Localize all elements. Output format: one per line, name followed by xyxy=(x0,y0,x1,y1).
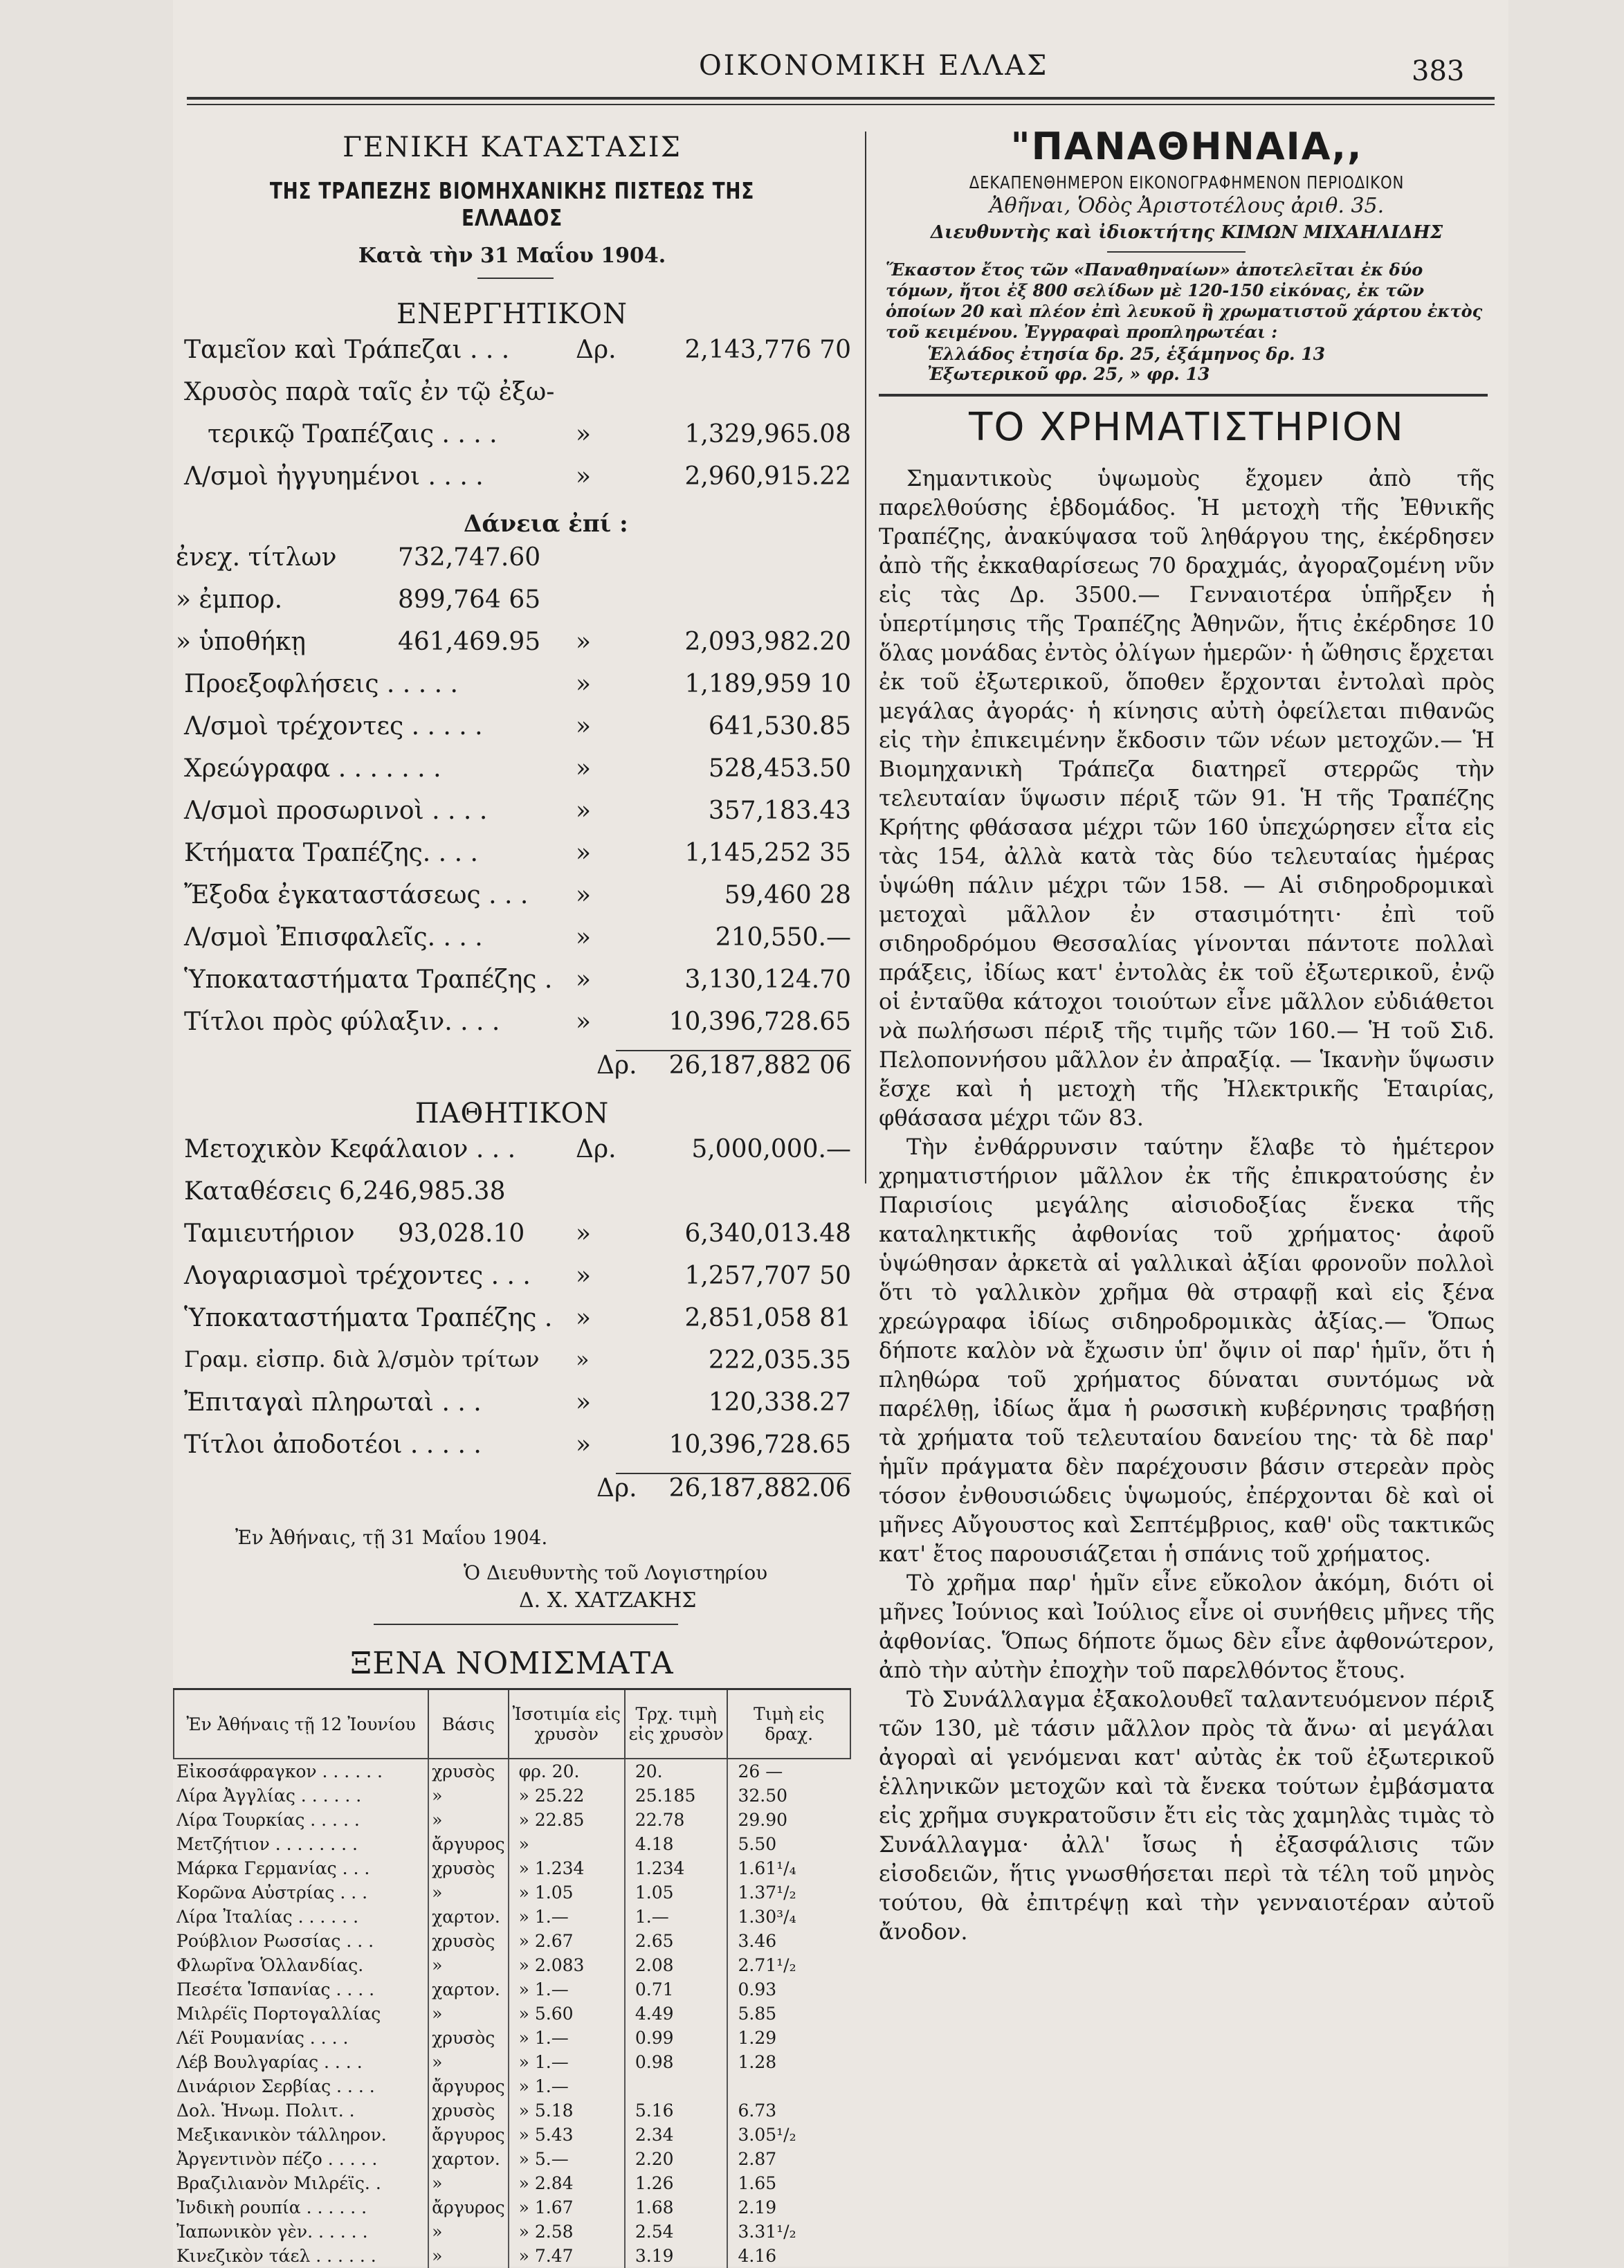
fx-cell: » 25.22 xyxy=(509,1784,625,1808)
fx-cell: 1.61¹/₄ xyxy=(727,1856,850,1880)
fx-cell: 0.99 xyxy=(625,2026,728,2050)
page-number: 383 xyxy=(1412,55,1465,87)
fx-cell: » 1.— xyxy=(509,2026,625,2050)
fx-cell: Πεσέτα Ἱσπανίας . . . . xyxy=(176,1979,375,1999)
fx-cell: 2.08 xyxy=(625,1953,728,1977)
ad-address: Ἀθῆναι, Ὁδὸς Ἀριστοτέλους ἀριθ. 35. xyxy=(989,194,1385,218)
asset-row: Ἔξοδα ἐγκαταστάσεως . . . » 59,460 28 xyxy=(184,881,851,909)
fx-cell: 1.30³/₄ xyxy=(727,1905,850,1929)
fx-cell: Λέβ Βουλγαρίας . . . . xyxy=(176,2052,363,2072)
fx-row xyxy=(174,1880,850,1905)
fx-cell: Βραζιλιανὸν Μιλρέϊς. . xyxy=(176,2173,381,2193)
fx-cell: » 1.— xyxy=(509,1905,625,1929)
column-divider xyxy=(865,131,866,1183)
liability-row: Ἐπιταγαὶ πληρωταὶ . . . » 120,338.27 xyxy=(184,1388,851,1417)
fx-cell: » 7.47 xyxy=(509,2244,625,2268)
loan-row: » ὑποθήκῃ 461,469.95 » 2,093,982.20 xyxy=(176,628,851,656)
asset-row: Χρυσὸς παρὰ ταῖς ἐν τῷ ἐξω- xyxy=(184,378,555,406)
fx-cell: » xyxy=(428,1808,508,1832)
fx-row xyxy=(174,2074,850,2098)
fx-cell: χαρτον. xyxy=(428,2147,508,2171)
liability-row: Καταθέσεις 6,246,985.38 xyxy=(184,1177,506,1206)
fx-cell: 0.98 xyxy=(625,2050,728,2074)
ad-price-greece: Ἑλλάδος ἐτησία δρ. 25, ἑξάμηνος δρ. 13 xyxy=(927,344,1326,364)
fx-cell: 1.— xyxy=(625,1905,728,1929)
asset-row: Λ/σμοὶ ἠγγυημένοι . . . . » 2,960,915.22 xyxy=(184,462,851,491)
fx-cell: Λίρα Ἀγγλίας . . . . . . xyxy=(176,1786,362,1806)
fx-cell: » 2.58 xyxy=(509,2220,625,2244)
asset-row: Ὑποκαταστήματα Τραπέζης . » 3,130,124.70 xyxy=(184,965,851,994)
fx-cell: Δινάριον Σερβίας . . . . xyxy=(176,2076,375,2096)
article-paragraph: Σημαντικοὺς ὑψωμοὺς ἔχομεν ἀπὸ τῆς παρελθούσης ἑβδομάδος. Ἡ μετοχὴ τῆς Ἐθνικῆς Τραπέζης, ἀνακύψασα τοῦ ληθάργου της, ἐκέρδησεν ἀπὸ τῆς ἐκκαθαρίσεως 70 δραχμάς, ἀγοραζομένη νῦν εἰς τὰς Δρ. 3500.— Γενναιοτέρα ὑπῆρξεν ἡ ὑπερτίμησις τῆς Τραπέζης Ἀθηνῶν, ἥτις ἐκέρδησε 10 ὅλας μονάδας ἐντὸς ὀλίγων ἡμερῶν· ἡ ὤθησις ἔρχεται ἐκ τοῦ ἐξωτερικοῦ, ὅποθεν ἔρχονται ἐντολαὶ πρὸς μεγάλας ἀγοράς· ἡ κίνησις αὐτὴ ὀφείλεται πιθανῶς εἰς τὴν ἐπικειμένην ἔκδοσιν τῶν νέων μετοχῶν.— Ἡ Βιομηχανικὴ Τράπεζα διατηρεῖ στερρῶς τὴν τελευταίαν ὕψωσιν πέριξ τῶν 91. Ἡ τῆς Τραπέζης Κρήτης φθάσασα μέχρι τῶν 160 ὑπεχώρησεν εἶτα εἰς τὰς 154, ἀλλὰ κατὰ τὰς δύο τελευταίας ἡμέρας ὑψώθη πάλιν μέχρι τῶν 158. — Αἱ σιδηροδρομικαὶ μετοχαὶ μᾶλλον ἐν στασιμότητι· ἐπὶ τοῦ σιδηροδρόμου Θεσσαλίας γίνονται πάντοτε πολλαὶ πράξεις, ἰδίως κατ' ἐντολὰς ἐκ τοῦ ἐξωτερικοῦ, ἐνῷ οἱ ἐνταῦθα κάτοχοι τοιούτων εἶνε μᾶλλον εὐδιάθετοι νὰ πωλήσωσι πέριξ τῆς τιμῆς τῶν 160.— Ἡ τοῦ Σιδ. Πελοποννήσου μᾶλλον ἐν ἀπραξίᾳ. — Ἱκανὴν ὕψωσιν ἔσχε καὶ ἡ μετοχὴ τῆς Ἠλεκτρικῆς Ἑταιρίας, φθάσασα μέχρι τῶν 83. xyxy=(879,465,1495,1131)
fx-cell: 5.85 xyxy=(727,2002,850,2026)
header-rule-thin xyxy=(187,104,1495,105)
fx-cell: » 5.18 xyxy=(509,2098,625,2123)
fx-cell: » 1.— xyxy=(509,2050,625,2074)
liability-row: Ταμιευτήριον 93,028.10 » 6,340,013.48 xyxy=(184,1219,851,1248)
fx-cell: 1.05 xyxy=(625,1880,728,1905)
fx-row xyxy=(174,1832,850,1856)
fx-cell: 1.26 xyxy=(625,2171,728,2195)
fx-cell: χρυσὸς xyxy=(428,1929,508,1953)
fx-row xyxy=(174,1784,850,1808)
fx-row xyxy=(174,2050,850,2074)
bank-name: ΤΗΣ ΤΡΑΠΕΖΗΣ ΒΙΟΜΗΧΑΝΙΚΗΣ ΠΙΣΤΕΩΣ ΤΗΣ ΕΛΛΑΔΟΣ xyxy=(269,177,755,231)
fx-cell: Εἰκοσάφραγκον . . . . . . xyxy=(176,1761,383,1781)
fx-cell: » 5.43 xyxy=(509,2123,625,2147)
ad-price-abroad: Ἐξωτερικοῦ φρ. 25, » φρ. 13 xyxy=(927,364,1210,384)
fx-cell: 2.71¹/₂ xyxy=(727,1953,850,1977)
fx-cell: ἄργυρος xyxy=(428,2195,508,2220)
article-paragraph: Τὸ Συνάλλαγμα ἐξακολουθεῖ ταλαντευόμενον πέριξ τῶν 130, μὲ τάσιν μᾶλλον πρὸς τὰ ἄνω· αἱ μεγάλαι ἀγοραὶ αἱ γενόμεναι κατ' αὐτὰς ἐκ τοῦ ἐξωτερικοῦ ἑλληνικῶν μετοχῶν καὶ τὰ ἔνεκα τούτων ἐμβάσματα εἰς χρῆμα συγκρατοῦσιν ἔτι εἰς τὰς χαμηλὰς τιμὰς τὸ Συνάλλαγμα· ἀλλ' ἴσως ἡ ἐξασφάλισις τῶν εἰσοδειῶν, ἥτις γνωσθήσεται περὶ τὰ τέλη τοῦ μηνὸς τούτου, θὰ ἐπιτρέψῃ καὶ τὴν γενναιοτέραν αὐτοῦ ἄνοδον. xyxy=(879,1686,1495,1945)
fx-row xyxy=(174,1759,850,1784)
right-column xyxy=(879,125,1495,1946)
fx-cell: Κινεζικὸν τάελ . . . . . . xyxy=(176,2246,376,2266)
fx-cell: » xyxy=(428,2244,508,2268)
fx-cell: χρυσὸς xyxy=(428,2098,508,2123)
fx-cell: χαρτον. xyxy=(428,1977,508,2002)
fx-cell: Μιλρέϊς Πορτογαλλίας xyxy=(176,2004,381,2024)
fx-cell: » 2.67 xyxy=(509,1929,625,1953)
exchange-title: ΤΟ ΧΡΗΜΑΤΙΣΤΗΡΙΟΝ xyxy=(969,405,1405,450)
signature-title: Ὁ Διευθυντὴς τοῦ Λογιστηρίου xyxy=(464,1561,768,1584)
fx-cell: 2.87 xyxy=(727,2147,850,2171)
exchange-article xyxy=(879,464,1495,1946)
liability-row: Ὑποκαταστήματα Τραπέζης . » 2,851,058 81 xyxy=(184,1304,851,1332)
fx-cell: Φλωρῖνα Ὁλλανδίας. xyxy=(176,1955,364,1975)
fx-cell: Λίρα Τουρκίας . . . . . xyxy=(176,1810,360,1830)
fx-row xyxy=(174,2220,850,2244)
journal-page xyxy=(173,0,1508,2267)
fx-table xyxy=(173,1688,851,2268)
fx-cell: φρ. 20. xyxy=(509,1759,625,1784)
signature-name: Δ. Χ. ΧΑΤΖΑΚΗΣ xyxy=(519,1588,697,1613)
fx-row xyxy=(174,1808,850,1832)
fx-cell: χρυσὸς xyxy=(428,1759,508,1784)
fx-cell: Ἀργεντινὸν πέζο . . . . . xyxy=(176,2149,378,2169)
asset-row: Κτήματα Τραπέζης. . . . » 1,145,252 35 xyxy=(184,839,851,867)
fx-cell: » 1.— xyxy=(509,2074,625,2098)
fx-cell: 3.05¹/₂ xyxy=(727,2123,850,2147)
balance-title: ΓΕΝΙΚΗ ΚΑΤΑΣΤΑΣΙΣ xyxy=(343,131,682,163)
fx-title: ΞΕΝΑ ΝΟΜΙΣΜΑΤΑ xyxy=(350,1646,674,1681)
ad-subtitle: ΔΕΚΑΠΕΝΘΗΜΕΡΟΝ ΕΙΚΟΝΟΓΡΑΦΗΜΕΝΟΝ ΠΕΡΙΟΔΙΚΟΝ xyxy=(969,172,1405,192)
fx-cell: 3.31¹/₂ xyxy=(727,2220,850,2244)
fx-table-body xyxy=(174,1759,850,2268)
fx-cell: 32.50 xyxy=(727,1784,850,1808)
short-divider xyxy=(477,278,554,279)
fx-cell: » xyxy=(428,2050,508,2074)
asset-row: Λ/σμοὶ τρέχοντες . . . . . » 641,530.85 xyxy=(184,712,851,741)
fx-cell: 2.54 xyxy=(625,2220,728,2244)
fx-cell: » xyxy=(428,2002,508,2026)
fx-cell: » 22.85 xyxy=(509,1808,625,1832)
fx-cell: » 5.— xyxy=(509,2147,625,2171)
fx-cell xyxy=(727,2074,850,2098)
fx-cell: 22.78 xyxy=(625,1808,728,1832)
ad-description: Ἕκαστον ἔτος τῶν «Παναθηναίων» ἀποτελεῖται ἐκ δύο τόμων, ἤτοι ἐξ 800 σελίδων μὲ 120-150 εἰκόνας, ἐκ τῶν ὁποίων 20 καὶ πλέον ἐπὶ λευκοῦ ἢ χρωματιστοῦ χάρτου ἐκτὸς τοῦ κειμένου. Ἐγγραφαὶ προπληρωτέαι : xyxy=(886,260,1483,342)
fx-cell: » 1.05 xyxy=(509,1880,625,1905)
asset-row: Τίτλοι πρὸς φύλαξιν. . . . » 10,396,728.65 xyxy=(184,1008,851,1036)
fx-row xyxy=(174,2123,850,2147)
fx-cell: Λίρα Ἰταλίας . . . . . . xyxy=(176,1907,359,1927)
ad-divider xyxy=(1107,251,1246,253)
fx-divider xyxy=(374,1624,678,1625)
left-column xyxy=(173,131,851,2268)
article-paragraph: Τὴν ἐνθάρρυνσιν ταύτην ἔλαβε τὸ ἡμέτερον χρηματιστήριον μᾶλλον ἐκ τῆς ἐπικρατούσης ἐν Παρισίοις μεγάλης αἰσιοδοξίας ἕνεκα τῆς καταληκτικῆς ἀφθονίας τοῦ χρήματος· ἀφοῦ ὑψώθησαν ἀρκετὰ αἱ γαλλικαὶ ἀξίαι φρονοῦν πολλοὶ ὅτι τὸ γαλλικὸν χρῆμα θὰ στραφῇ καὶ εἰς ξένα χρεώγραφα ἰδίως σιδηροδρομικὰς ἀξίας.— Ὅπως δήποτε καλὸν νὰ ἔχωσιν ὑπ' ὄψιν οἱ παρ' ἡμῖν, ὅτι ἡ πληθώρα τοῦ χρήματος δύναται συντόμως νὰ παρέλθῃ, ἰδίως ἅμα ἡ ρωσσικὴ κυβέρνησις τραβήσῃ τὰ χρήματα τοῦ τελευταίου δανείου της· τὰ δὲ παρ' ἡμῖν πράγματα δὲν παρέχουσιν βάσιν στερεὰν πρὸς τόσον ἐνθουσιώδεις ὑψωμούς, ἐπέρχονται δὲ καὶ οἱ μῆνες Αὔγουστος καὶ Σεπτέμβριος, καθ' οὓς τακτικῶς κατ' ἔτος παρουσιάζεται ἡ σπάνις τοῦ χρήματος. xyxy=(879,1134,1495,1567)
fx-cell: » 1.— xyxy=(509,1977,625,2002)
fx-cell: 1.28 xyxy=(727,2050,850,2074)
fx-cell: » xyxy=(428,1880,508,1905)
fx-cell xyxy=(625,2074,728,2098)
fx-cell: 26 — xyxy=(727,1759,850,1784)
fx-row xyxy=(174,2171,850,2195)
loans-heading: Δάνεια ἐπί : xyxy=(464,510,628,538)
fx-cell: ἄργυρος xyxy=(428,1832,508,1856)
ad-editor: Διευθυντὴς καὶ ἰδιοκτήτης ΚΙΜΩΝ ΜΙΧΑΗΛΙΔΗΣ xyxy=(930,222,1443,243)
fx-cell: 2.65 xyxy=(625,1929,728,1953)
liability-row: Μετοχικὸν Κεφάλαιον . . . Δρ. 5,000,000.— xyxy=(184,1135,851,1163)
running-header-title: ΟΙΚΟΝΟΜΙΚΗ ΕΛΛΑΣ xyxy=(699,50,1049,82)
fx-cell: » xyxy=(428,1953,508,1977)
balance-date: Κατὰ τὴν 31 Μαΐου 1904. xyxy=(358,244,666,268)
fx-row xyxy=(174,1977,850,2002)
fx-header: Ἰσοτιμία εἰς χρυσὸν xyxy=(509,1689,625,1759)
fx-cell: 2.34 xyxy=(625,2123,728,2147)
loan-row: » ἐμπορ. 899,764 65 xyxy=(176,586,541,614)
fx-cell: χαρτον. xyxy=(428,1905,508,1929)
header-rule xyxy=(187,97,1495,100)
fx-cell: Δολ. Ἡνωμ. Πολιτ. . xyxy=(176,2101,355,2121)
fx-header: Ἐν Ἀθήναις τῇ 12 Ἰουνίου xyxy=(174,1689,428,1759)
fx-cell: χρυσὸς xyxy=(428,2026,508,2050)
fx-row xyxy=(174,1856,850,1880)
fx-cell: 4.16 xyxy=(727,2244,850,2268)
fx-cell: 0.71 xyxy=(625,1977,728,2002)
fx-cell: Ρούβλιον Ρωσσίας . . . xyxy=(176,1931,374,1951)
fx-cell: 1.65 xyxy=(727,2171,850,2195)
fx-cell: » 1.67 xyxy=(509,2195,625,2220)
fx-cell: Μετζήτιον . . . . . . . . xyxy=(176,1834,358,1854)
asset-row: Λ/σμοὶ προσωρινοὶ . . . . » 357,183.43 xyxy=(184,797,851,825)
fx-row xyxy=(174,2244,850,2268)
fx-cell: 20. xyxy=(625,1759,728,1784)
fx-cell: 1.234 xyxy=(625,1856,728,1880)
loan-row: ἐνεχ. τίτλων 732,747.60 xyxy=(176,543,541,572)
fx-cell: 5.50 xyxy=(727,1832,850,1856)
fx-header: Τρχ. τιμὴ εἰς χρυσὸν xyxy=(625,1689,728,1759)
fx-row xyxy=(174,2098,850,2123)
fx-cell: 4.18 xyxy=(625,1832,728,1856)
fx-cell: 3.19 xyxy=(625,2244,728,2268)
fx-header: Τιμὴ εἰς δραχ. xyxy=(727,1689,850,1759)
fx-cell: » xyxy=(428,2220,508,2244)
fx-cell: » 5.60 xyxy=(509,2002,625,2026)
fx-cell: 1.29 xyxy=(727,2026,850,2050)
fx-cell: 3.46 xyxy=(727,1929,850,1953)
fx-row xyxy=(174,2147,850,2171)
liability-row: Γραμ. εἰσπρ. διὰ λ/σμὸν τρίτων » 222,035.35 xyxy=(184,1346,851,1375)
fx-cell: 4.49 xyxy=(625,2002,728,2026)
liabilities-heading: ΠΑΘΗΤΙΚΟΝ xyxy=(414,1098,610,1130)
fx-cell: 2.20 xyxy=(625,2147,728,2171)
asset-row: Χρεώγραφα . . . . . . . » 528,453.50 xyxy=(184,754,851,783)
fx-row xyxy=(174,1905,850,1929)
fx-cell: Λέϊ Ρουμανίας . . . . xyxy=(176,2028,349,2048)
fx-cell: 6.73 xyxy=(727,2098,850,2123)
fx-cell: ἄργυρος xyxy=(428,2123,508,2147)
liability-row: Τίτλοι ἀποδοτέοι . . . . . » 10,396,728.65 xyxy=(184,1431,851,1459)
fx-cell: 2.19 xyxy=(727,2195,850,2220)
fx-cell: χρυσὸς xyxy=(428,1856,508,1880)
assets-total-row: Δρ. 26,187,882 06 xyxy=(596,1051,851,1080)
fx-cell: Ἰνδικὴ ρουπία . . . . . . xyxy=(176,2197,367,2217)
fx-cell: Ἰαπωνικὸν γὲν. . . . . . xyxy=(176,2222,368,2242)
fx-cell: » xyxy=(509,1832,625,1856)
fx-cell: » xyxy=(428,1784,508,1808)
fx-cell: » 1.234 xyxy=(509,1856,625,1880)
liabilities-total-row: Δρ. 26,187,882.06 xyxy=(596,1474,851,1503)
fx-cell: » xyxy=(428,2171,508,2195)
place-date: Ἐν Ἀθήναις, τῇ 31 Μαΐου 1904. xyxy=(235,1526,548,1549)
fx-row xyxy=(174,2195,850,2220)
fx-header-row xyxy=(174,1689,850,1759)
fx-row xyxy=(174,2026,850,2050)
fx-row xyxy=(174,2002,850,2026)
fx-cell: 25.185 xyxy=(625,1784,728,1808)
fx-cell: Κορῶνα Αὐστρίας . . . xyxy=(176,1883,368,1903)
fx-cell: 1.68 xyxy=(625,2195,728,2220)
liability-row: Λογαριασμοὶ τρέχοντες . . . » 1,257,707 50 xyxy=(184,1262,851,1290)
asset-row: Λ/σμοὶ Ἐπισφαλεῖς. . . . » 210,550.— xyxy=(184,923,851,952)
article-paragraph: Τὸ χρῆμα παρ' ἡμῖν εἶνε εὔκολον ἀκόμη, διότι οἱ μῆνες Ἰούνιος καὶ Ἰούλιος εἶνε οἱ συνήθεις μῆνες τῆς ἀφθονίας. Ὅπως δήποτε ὅμως δὲν εἶνε ἀφθονώτερον, ἀπὸ τὴν αὐτὴν ἐποχὴν τοῦ παρελθόντος ἔτους. xyxy=(879,1570,1495,1683)
asset-row: Ταμεῖον καὶ Τράπεζαι . . . Δρ. 2,143,776 70 xyxy=(184,336,851,364)
asset-row: Προεξοφλήσεις . . . . . » 1,189,959 10 xyxy=(184,670,851,698)
fx-cell: 0.93 xyxy=(727,1977,850,2002)
fx-cell: 29.90 xyxy=(727,1808,850,1832)
fx-cell: ἄργυρος xyxy=(428,2074,508,2098)
fx-cell: 5.16 xyxy=(625,2098,728,2123)
fx-cell: » 2.083 xyxy=(509,1953,625,1977)
section-rule xyxy=(879,394,1488,397)
fx-cell: » 2.84 xyxy=(509,2171,625,2195)
asset-row: τερικῷ Τραπέζαις . . . . » 1,329,965.08 xyxy=(208,420,851,448)
ad-title: "ΠΑΝΑΘΗΝΑΙΑ,, xyxy=(1010,125,1363,168)
fx-cell: Μάρκα Γερμανίας . . . xyxy=(176,1858,370,1878)
fx-cell: Μεξικανικὸν τάλληρον. xyxy=(176,2125,387,2145)
fx-header: Βάσις xyxy=(428,1689,508,1759)
assets-heading: ΕΝΕΡΓΗΤΙΚΟΝ xyxy=(396,298,628,330)
fx-row xyxy=(174,1953,850,1977)
fx-cell: 1.37¹/₂ xyxy=(727,1880,850,1905)
fx-row xyxy=(174,1929,850,1953)
